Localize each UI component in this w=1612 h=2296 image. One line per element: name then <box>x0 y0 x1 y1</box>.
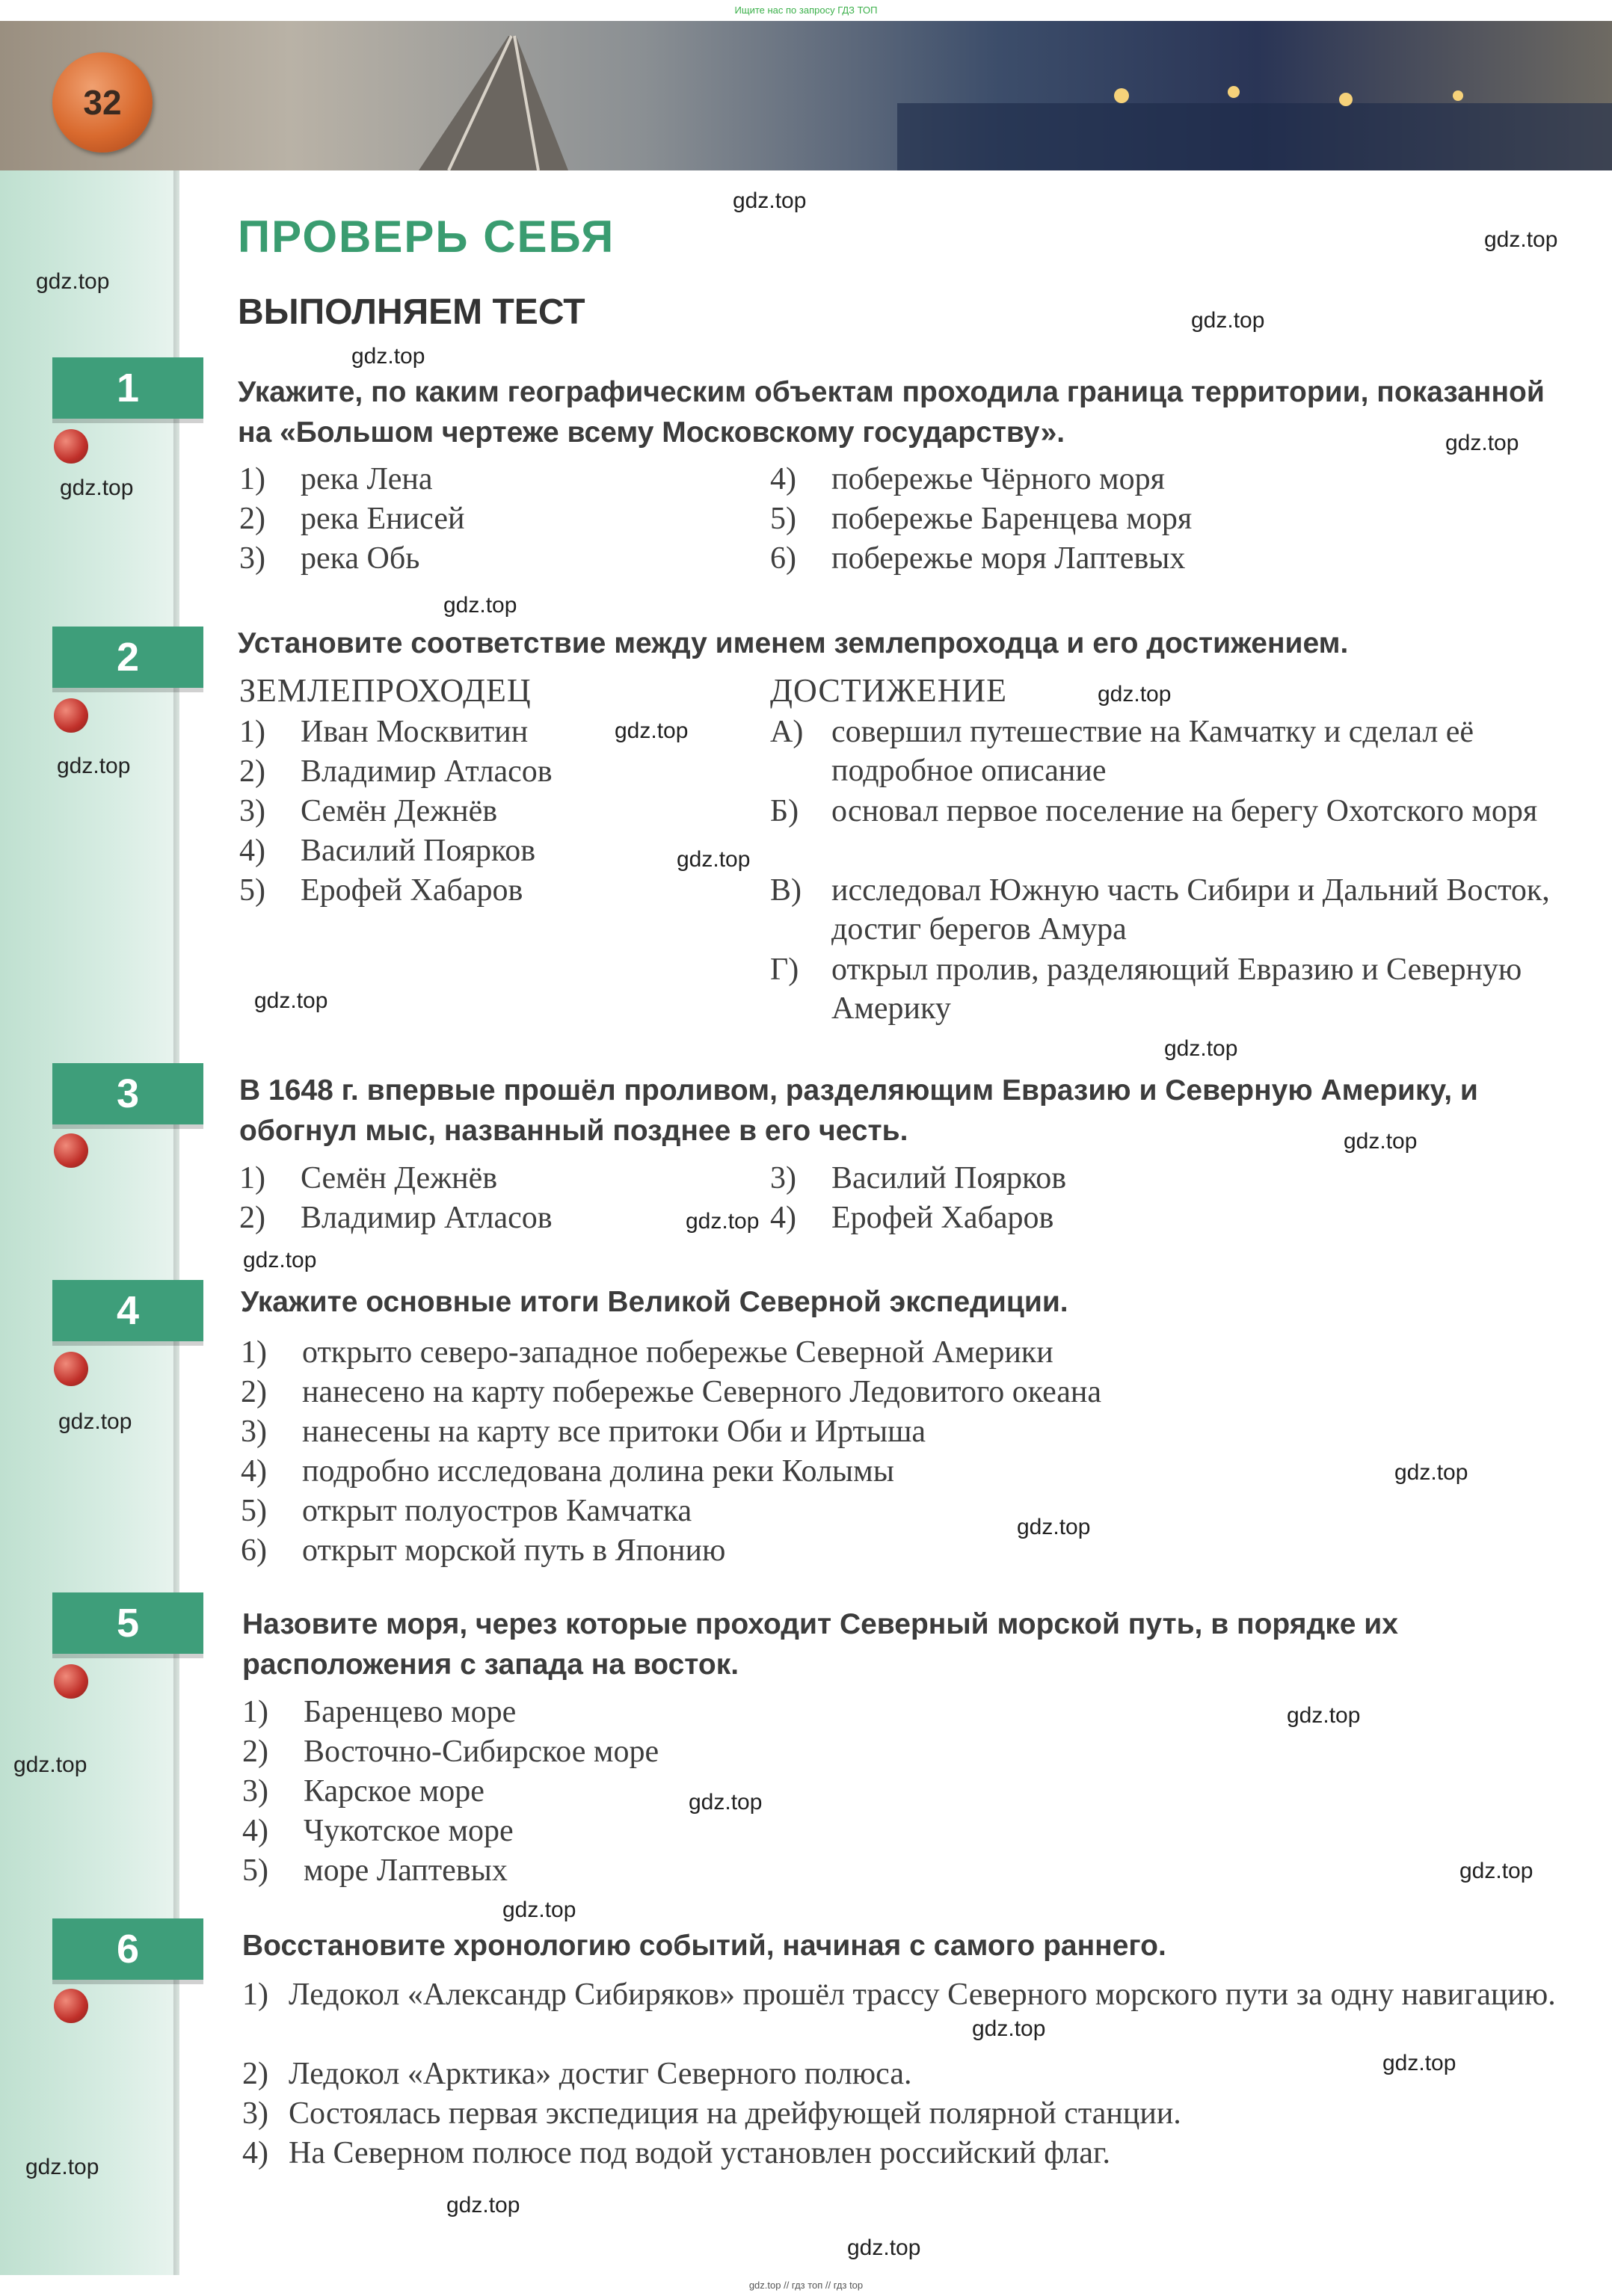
question-number-1: 1 <box>52 357 203 419</box>
watermark: gdz.top <box>1484 227 1558 252</box>
header-photo-banner <box>0 21 1612 170</box>
q1-option: 6) побережье моря Лаптевых <box>770 541 1186 576</box>
section-subtitle: ВЫПОЛНЯЕМ ТЕСТ <box>238 292 585 332</box>
question-marker-dot <box>54 1133 88 1168</box>
watermark: gdz.top <box>1344 1129 1418 1154</box>
watermark: gdz.top <box>60 475 134 500</box>
watermark: gdz.top <box>443 593 517 618</box>
q3-option: 3) Василий Поярков <box>770 1161 1067 1195</box>
q2-explorer-option: 2) Владимир Атласов <box>239 754 553 789</box>
watermark: gdz.top <box>1459 1859 1533 1883</box>
question-marker-dot <box>54 429 88 464</box>
watermark: gdz.top <box>25 2155 99 2179</box>
watermark: gdz.top <box>13 1752 87 1777</box>
question-number-4: 4 <box>52 1280 203 1341</box>
watermark: gdz.top <box>847 2235 921 2260</box>
watermark: gdz.top <box>1017 1515 1091 1539</box>
question-number-2: 2 <box>52 627 203 688</box>
q3-option: 2) Владимир Атласов <box>239 1201 553 1235</box>
watermark: gdz.top <box>972 2016 1046 2041</box>
question-marker-dot <box>54 698 88 733</box>
question-3-text: В 1648 г. впервые прошёл проливом, разделяющим Евразию и Северную Америку, и обогнул мыс, названный позднее в его честь. <box>239 1074 1478 1147</box>
watermark: gdz.top <box>243 1248 317 1272</box>
watermark: gdz.top <box>677 847 751 872</box>
question-marker-dot <box>54 1352 88 1386</box>
q3-option: 1) Семён Дежнёв <box>239 1161 498 1195</box>
q1-option: 4) побережье Чёрного моря <box>770 462 1165 496</box>
q4-option: 6) открыт морской путь в Японию <box>241 1533 726 1568</box>
q2-explorer-option: 1) Иван Москвитин <box>239 715 529 749</box>
watermark: gdz.top <box>254 988 328 1013</box>
page-number: 32 <box>52 52 153 153</box>
watermark: gdz.top <box>1287 1703 1361 1728</box>
question-1-text: Укажите, по каким географическим объектам проходила граница территории, показанной на «Большом чертеже всему Московскому государству». <box>238 376 1545 449</box>
bottom-footer-text: gdz.top // гдз топ // гдз top <box>748 2280 864 2291</box>
q2-achievement-option: В) исследовал Южную часть Сибири и Дальний Восток, достиг берегов Амура <box>770 873 1550 947</box>
q5-option: 5) море Лаптевых <box>242 1853 508 1888</box>
q1-option: 2) река Енисей <box>239 502 465 536</box>
q5-option: 3) Карское море <box>242 1774 484 1809</box>
q6-option: 3) Состоялась первая экспедиция на дрейфующей полярной станции. <box>242 2096 1181 2131</box>
q5-option: 2) Восточно-Сибирское море <box>242 1735 659 1769</box>
question-2-text: Установите соответствие между именем землепроходца и его достижением. <box>238 627 1349 659</box>
q4-option: 5) открыт полуостров Камчатка <box>241 1494 692 1528</box>
watermark: gdz.top <box>689 1790 763 1815</box>
q2-achievement-option: Г) открыл пролив, разделяющий Евразию и Северную Америку <box>770 952 1522 1026</box>
top-banner-text: Ищите нас по запросу ГДЗ ТОП <box>734 4 878 16</box>
watermark: gdz.top <box>351 344 425 369</box>
railway-photo <box>0 21 1612 170</box>
q5-option: 4) Чукотское море <box>242 1814 514 1848</box>
watermark: gdz.top <box>446 2193 520 2217</box>
q2-right-column-header: ДОСТИЖЕНИЕ <box>770 672 1008 709</box>
watermark: gdz.top <box>1191 308 1265 333</box>
q4-option: 1) открыто северо-западное побережье Северной Америки <box>241 1335 1053 1370</box>
watermark: gdz.top <box>1382 2051 1456 2075</box>
question-6-text: Восстановите хронологию событий, начиная с самого раннего. <box>242 1930 1166 1962</box>
question-marker-dot <box>54 1664 88 1699</box>
watermark: gdz.top <box>686 1209 760 1234</box>
question-marker-dot <box>54 1989 88 2023</box>
q1-option: 3) река Обь <box>239 541 420 576</box>
watermark: gdz.top <box>615 718 689 743</box>
watermark: gdz.top <box>36 269 110 294</box>
q2-left-column-header: ЗЕМЛЕПРОХОДЕЦ <box>239 672 532 709</box>
question-number-3: 3 <box>52 1063 203 1124</box>
watermark: gdz.top <box>1098 682 1172 707</box>
q4-option: 2) нанесено на карту побережье Северного Ледовитого океана <box>241 1375 1101 1409</box>
q2-explorer-option: 3) Семён Дежнёв <box>239 794 498 828</box>
q1-option: 1) река Лена <box>239 462 433 496</box>
watermark: gdz.top <box>58 1409 132 1434</box>
q6-option: 2) Ледокол «Арктика» достиг Северного полюса. <box>242 2057 912 2091</box>
q3-option: 4) Ерофей Хабаров <box>770 1201 1054 1235</box>
q2-achievement-option: А) совершил путешествие на Камчатку и сделал её подробное описание <box>770 715 1474 788</box>
q2-achievement-option: Б) основал первое поселение на берегу Охотского моря <box>770 794 1538 828</box>
q1-option: 5) побережье Баренцева моря <box>770 502 1193 536</box>
question-number-5: 5 <box>52 1592 203 1654</box>
q2-explorer-option: 4) Василий Поярков <box>239 834 536 868</box>
watermark: gdz.top <box>1394 1460 1468 1485</box>
q4-option: 4) подробно исследована долина реки Колымы <box>241 1454 894 1489</box>
q6-option: 1) Ледокол «Александр Сибиряков» прошёл трассу Северного морского пути за одну навигацию. <box>242 1978 1556 2012</box>
question-number-6: 6 <box>52 1918 203 1980</box>
watermark: gdz.top <box>1164 1036 1238 1061</box>
watermark: gdz.top <box>502 1898 576 1922</box>
q5-option: 1) Баренцево море <box>242 1695 517 1729</box>
question-5-text: Назовите моря, через которые проходит Северный морской путь, в порядке их расположения с запада на восток. <box>242 1608 1398 1681</box>
watermark: gdz.top <box>1445 431 1519 455</box>
q2-explorer-option: 5) Ерофей Хабаров <box>239 873 523 908</box>
page-title: ПРОВЕРЬ СЕБЯ <box>238 212 615 262</box>
q6-option: 4) На Северном полюсе под водой установлен российский флаг. <box>242 2136 1111 2170</box>
watermark: gdz.top <box>57 754 131 778</box>
q4-option: 3) нанесены на карту все притоки Оби и Иртыша <box>241 1415 926 1449</box>
watermark: gdz.top <box>733 188 807 213</box>
question-4-text: Укажите основные итоги Великой Северной экспедиции. <box>241 1286 1068 1318</box>
